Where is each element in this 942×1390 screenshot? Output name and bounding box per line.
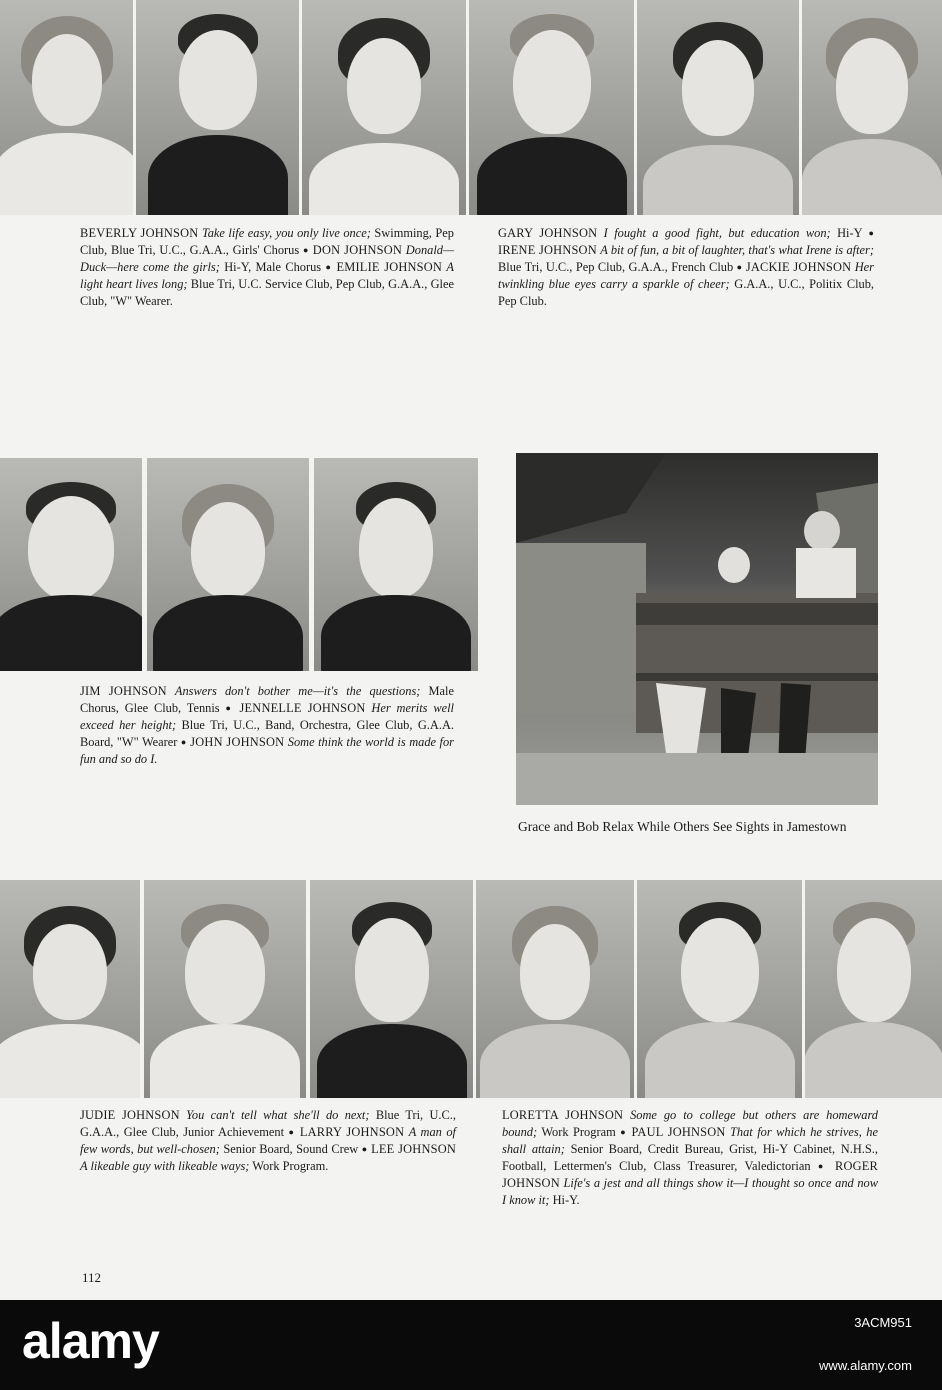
portrait-lee-johnson	[310, 880, 473, 1098]
student-quote: A light heart lives long;	[80, 260, 454, 291]
site-url[interactable]: www.alamy.com	[819, 1358, 912, 1373]
student-name: EMILIE JOHNSON	[336, 260, 443, 274]
bullet-separator: ●	[325, 262, 333, 272]
portrait-judie-johnson	[0, 880, 140, 1098]
bullet-separator: ●	[288, 1127, 296, 1137]
student-quote: A likeable guy with likeable ways;	[80, 1159, 250, 1173]
student-name: JIM JOHNSON	[80, 684, 167, 698]
student-name: JUDIE JOHNSON	[80, 1108, 180, 1122]
bullet-separator: ●	[180, 737, 187, 747]
portrait-don-johnson	[136, 0, 299, 215]
bullet-separator: ●	[302, 245, 310, 255]
student-activities: Work Program	[541, 1125, 616, 1139]
student-activities: Work Program.	[252, 1159, 329, 1173]
portrait-gary-johnson	[469, 0, 634, 215]
student-activities: Blue Tri, U.C., Pep Club, G.A.A., French Club	[498, 260, 734, 274]
student-activities: Hi-Y	[837, 226, 863, 240]
bullet-separator: ●	[225, 703, 234, 713]
student-quote: A man of few words, but well-chosen;	[80, 1125, 456, 1156]
student-activities: Hi-Y.	[552, 1193, 580, 1207]
caption-block-row3-left	[80, 1107, 456, 1175]
student-name: DON JOHNSON	[312, 243, 403, 257]
student-activities: G.A.A., U.C., Politix Club, Pep Club.	[498, 277, 875, 308]
portrait-larry-johnson	[144, 880, 306, 1098]
student-name: JOHN JOHNSON	[190, 735, 285, 749]
student-activities: Senior Board, Credit Bureau, Grist, Hi-Y Cabinet, N.H.S., Football, Lettermen's Club, Class Treasurer, Valedictorian	[502, 1142, 878, 1173]
bullet-separator: ●	[868, 228, 874, 238]
portrait-irene-johnson	[637, 0, 799, 215]
caption-block-row1-right	[498, 225, 874, 310]
student-quote: Life's a jest and all things show it—I thought so once and now I know it;	[502, 1176, 878, 1207]
student-activities: Hi-Y, Male Chorus	[224, 260, 322, 274]
student-quote: I fought a good fight, but education won;	[603, 226, 831, 240]
student-quote: A bit of fun, a bit of laughter, that's what Irene is after;	[600, 243, 874, 257]
bullet-separator: ●	[361, 1144, 368, 1154]
portrait-emilie-johnson	[302, 0, 466, 215]
student-name: LEE JOHNSON	[371, 1142, 456, 1156]
portrait-jennelle-johnson	[147, 458, 309, 671]
bullet-separator: ●	[817, 1161, 828, 1171]
bullet-separator: ●	[736, 262, 743, 272]
image-id: 3ACM951	[854, 1315, 912, 1330]
page-number: 112	[82, 1270, 102, 1285]
caption-block-row1-left	[80, 225, 454, 310]
student-activities: Blue Tri, U.C., Band, Orchestra, Glee Club, G.A.A. Board, "W" Wearer	[80, 718, 454, 749]
student-name: GARY JOHNSON	[498, 226, 598, 240]
student-name: IRENE JOHNSON	[498, 243, 597, 257]
student-quote: Some go to college but others are homeward bound;	[502, 1108, 878, 1139]
bullet-separator: ●	[620, 1127, 627, 1137]
student-quote: Some think the world is made for fun and so do I.	[80, 735, 454, 766]
student-quote: Answers don't bother me—it's the questions;	[174, 684, 421, 698]
student-quote: That for which he strives, he shall attain;	[502, 1125, 878, 1156]
photo-caption-text: Grace and Bob Relax While Others See Sights in Jamestown	[518, 819, 847, 834]
student-activities: Senior Board, Sound Crew	[223, 1142, 359, 1156]
photo-caption	[518, 817, 878, 837]
student-name: LARRY JOHNSON	[299, 1125, 405, 1139]
student-activities: Male Chorus, Glee Club, Tennis	[80, 684, 454, 715]
student-name: ROGER JOHNSON	[502, 1159, 878, 1190]
caption-block-row3-right	[502, 1107, 878, 1209]
student-quote: Take life easy, you only live once;	[201, 226, 371, 240]
portrait-loretta-johnson	[476, 880, 634, 1098]
stock-footer-bar	[0, 1300, 942, 1390]
student-name: JACKIE JOHNSON	[745, 260, 852, 274]
portrait-paul-johnson	[637, 880, 802, 1098]
portrait-jim-johnson	[0, 458, 142, 671]
student-quote: Donald—Duck—here come the girls;	[80, 243, 454, 274]
student-quote: Her merits well exceed her height;	[80, 701, 454, 732]
student-quote: Her twinkling blue eyes carry a sparkle of cheer;	[498, 260, 874, 291]
candid-photo-stocks	[516, 453, 878, 805]
portrait-jackie-johnson	[802, 0, 942, 215]
student-activities: Blue Tri, U.C. Service Club, Pep Club, G.A.A., Glee Club, "W" Wearer.	[80, 277, 454, 308]
student-name: PAUL JOHNSON	[631, 1125, 726, 1139]
student-name: LORETTA JOHNSON	[502, 1108, 624, 1122]
caption-block-row2	[80, 683, 454, 768]
student-name: JENNELLE JOHNSON	[239, 701, 366, 715]
student-activities: Blue Tri, U.C., G.A.A., Glee Club, Junior Achievement	[80, 1108, 456, 1139]
portrait-roger-johnson	[805, 880, 942, 1098]
portrait-john-johnson	[314, 458, 478, 671]
student-activities: Swimming, Pep Club, Blue Tri, U.C., G.A.A., Girls' Chorus	[80, 226, 454, 257]
student-quote: You can't tell what she'll do next;	[186, 1108, 370, 1122]
brand-logo: alamy	[22, 1313, 159, 1369]
student-name: BEVERLY JOHNSON	[80, 226, 199, 240]
portrait-beverly-johnson	[0, 0, 133, 215]
